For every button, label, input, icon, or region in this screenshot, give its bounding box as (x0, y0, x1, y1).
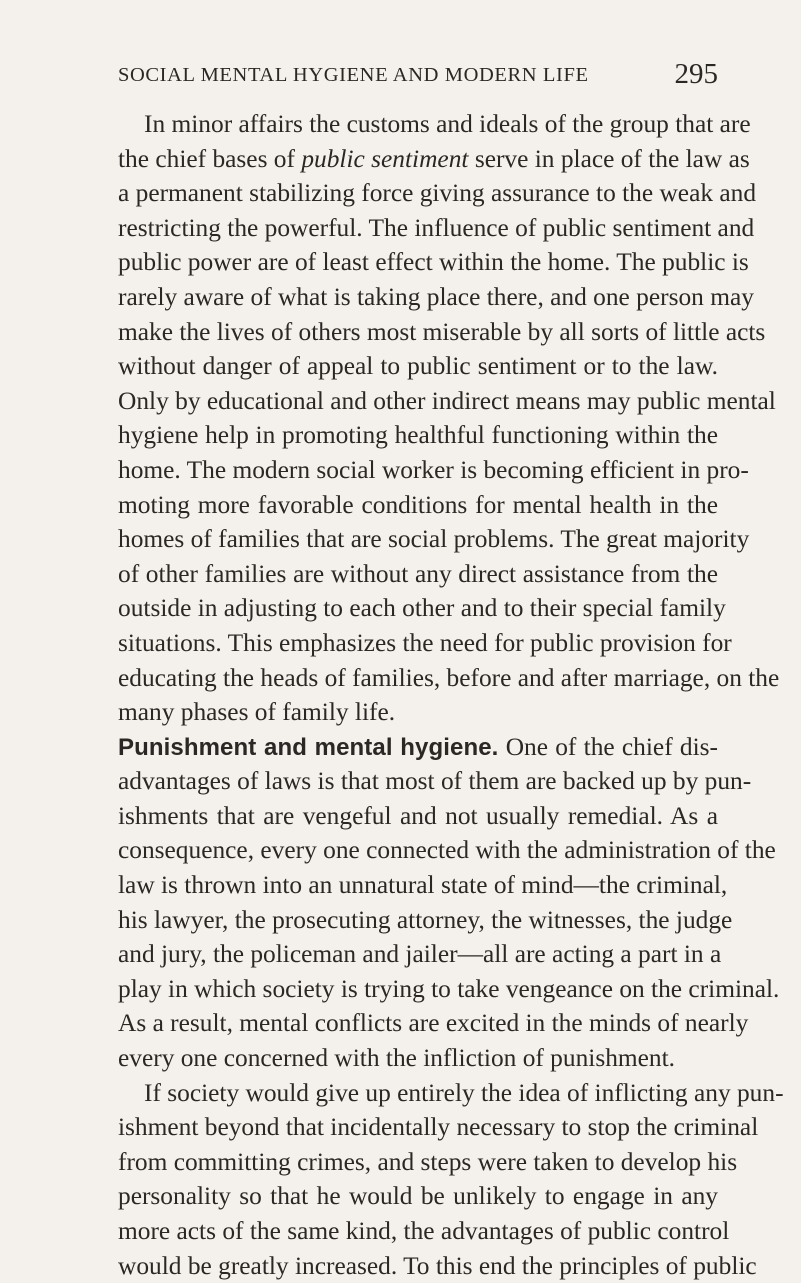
body-text (118, 107, 784, 1283)
text-line: In minor affairs the customs and ideals of the group that are (144, 110, 751, 138)
text-line: and jury, the policeman and jailer—all are acting a part in a (118, 940, 722, 969)
text-line: every one concerned with the infliction of punishment. (118, 1044, 676, 1073)
text-line: As a result, mental conflicts are excited in the minds of nearly (118, 1009, 749, 1038)
text-line: restricting the powerful. The influence of public sentiment and (118, 213, 755, 242)
text-line: more acts of the same kind, the advantages of public control (118, 1217, 730, 1245)
text-line: hygiene help in promoting healthful functioning within the (118, 421, 718, 450)
section-heading: Punishment and mental hygiene. (118, 733, 499, 761)
running-head (118, 60, 718, 96)
text-line: his lawyer, the prosecuting attorney, the witnesses, the judge (118, 905, 733, 934)
text-line: home. The modern social worker is becoming efficient in pro- (118, 455, 749, 484)
text-line: without danger of appeal to public sentiment or to the law. (118, 352, 718, 381)
text-line: educating the heads of families, before and after marriage, on the (118, 663, 780, 692)
text-line: moting more favorable conditions for mental health in the (118, 490, 718, 519)
page-number: 295 (674, 58, 718, 90)
text-line: ishments that are vengeful and not usually remedial. As a (118, 801, 718, 830)
text-line: from committing crimes, and steps were taken to develop his (118, 1147, 738, 1176)
text-line: of other families are without any direct assistance from the (118, 559, 718, 588)
running-title: SOCIAL MENTAL HYGIENE AND MODERN LIFE (118, 64, 589, 86)
text-line: rarely aware of what is taking place there, and one person may (118, 282, 754, 311)
text-line: advantages of laws is that most of them are backed up by pun- (118, 767, 752, 796)
text-segment: serve in place of the law as (474, 144, 750, 173)
text-segment: One of the chief dis- (505, 732, 718, 761)
text-line: personality so that he would be unlikely to engage in any (118, 1182, 718, 1211)
text-line: would be greatly increased. To this end the principles of public (118, 1251, 757, 1280)
text-line: play in which society is trying to take vengeance on the criminal. (118, 974, 780, 1003)
text-line: law is thrown into an unnatural state of mind—the criminal, (118, 871, 728, 900)
text-line: If society would give up entirely the idea of inflicting any pun- (144, 1078, 784, 1107)
text-line: situations. This emphasizes the need for public provision for (118, 628, 732, 657)
text-line: many phases of family life. (118, 698, 396, 727)
text-line: consequence, every one connected with the administration of the (118, 836, 776, 865)
text-line: outside in adjusting to each other and to their special family (118, 594, 726, 623)
text-line: make the lives of others most miserable by all sorts of little acts (118, 317, 766, 346)
text-line: public power are of least effect within the home. The public is (118, 248, 749, 277)
text-line: homes of families that are social problems. The great majority (118, 525, 750, 554)
text-line: a permanent stabilizing force giving assurance to the weak and (118, 179, 757, 208)
text-line: Only by educational and other indirect means may public mental (118, 386, 776, 415)
text-line (118, 730, 718, 765)
text-segment: the chief bases of (118, 144, 295, 173)
emphasized-term: public sentiment (301, 144, 469, 173)
text-line (118, 142, 750, 177)
text-line: ishment beyond that incidentally necessary to stop the criminal (118, 1113, 759, 1142)
